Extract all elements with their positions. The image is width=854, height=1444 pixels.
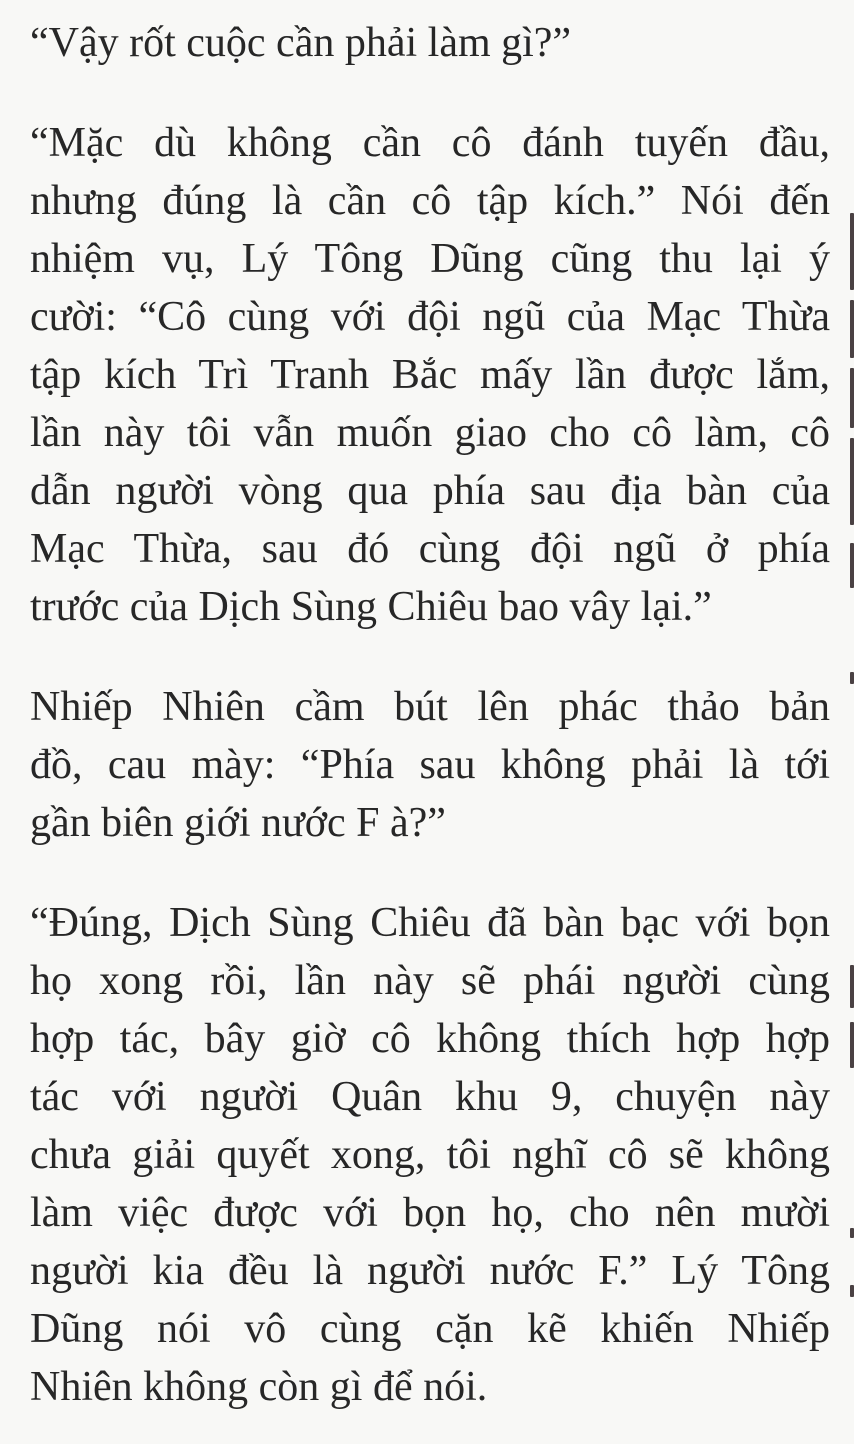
text-line: “Đúng, Dịch Sùng Chiêu đã bàn bạc với bọn: [30, 900, 830, 946]
text-line: Mạc Thừa, sau đó cùng đội ngũ ở phía: [30, 526, 830, 572]
text-line: nhiệm vụ, Lý Tông Dũng cũng thu lại ý: [30, 236, 830, 282]
text-line: người kia đều là người nước F.” Lý Tông: [30, 1248, 830, 1294]
reader-text-content: [30, 14, 830, 1444]
page-edge-mark: [850, 1228, 854, 1238]
text-line: tác với người Quân khu 9, chuyện này: [30, 1074, 830, 1120]
text-line: đồ, cau mày: “Phía sau không phải là tới: [30, 742, 830, 788]
text-line: trước của Dịch Sùng Chiêu bao vây lại.”: [30, 584, 712, 630]
text-line: dẫn người vòng qua phía sau địa bàn của: [30, 468, 830, 514]
paragraph: [30, 14, 830, 72]
text-line: gần biên giới nước F à?”: [30, 800, 446, 846]
page-edge-mark: [850, 672, 854, 684]
page-edge-mark: [850, 1022, 854, 1068]
page-edge-mark: [850, 965, 854, 1008]
text-line: tập kích Trì Tranh Bắc mấy lần được lắm,: [30, 352, 830, 398]
text-line: Dũng nói vô cùng cặn kẽ khiến Nhiếp: [30, 1306, 830, 1352]
paragraph: [30, 678, 830, 852]
text-line: Nhiên không còn gì để nói.: [30, 1364, 488, 1410]
text-line: làm việc được với bọn họ, cho nên mười: [30, 1190, 830, 1236]
text-line: “Mặc dù không cần cô đánh tuyến đầu,: [30, 120, 830, 166]
page-edge-mark: [850, 300, 854, 358]
text-line: hợp tác, bây giờ cô không thích hợp hợp: [30, 1016, 830, 1062]
text-line: lần này tôi vẫn muốn giao cho cô làm, cô: [30, 410, 830, 456]
text-line: họ xong rồi, lần này sẽ phái người cùng: [30, 958, 830, 1004]
page-edge-mark: [850, 213, 854, 290]
page-edge-mark: [850, 1285, 854, 1297]
text-line: cười: “Cô cùng với đội ngũ của Mạc Thừa: [30, 294, 830, 340]
text-line: “Vậy rốt cuộc cần phải làm gì?”: [30, 20, 572, 66]
paragraph: [30, 114, 830, 636]
text-line: nhưng đúng là cần cô tập kích.” Nói đến: [30, 178, 830, 224]
page-edge-mark: [850, 438, 854, 525]
paragraph: [30, 894, 830, 1416]
text-line: Nhiếp Nhiên cầm bút lên phác thảo bản: [30, 684, 830, 730]
page-edge-mark: [850, 543, 854, 588]
page-edge-mark: [850, 368, 854, 428]
text-line: chưa giải quyết xong, tôi nghĩ cô sẽ không: [30, 1132, 830, 1178]
